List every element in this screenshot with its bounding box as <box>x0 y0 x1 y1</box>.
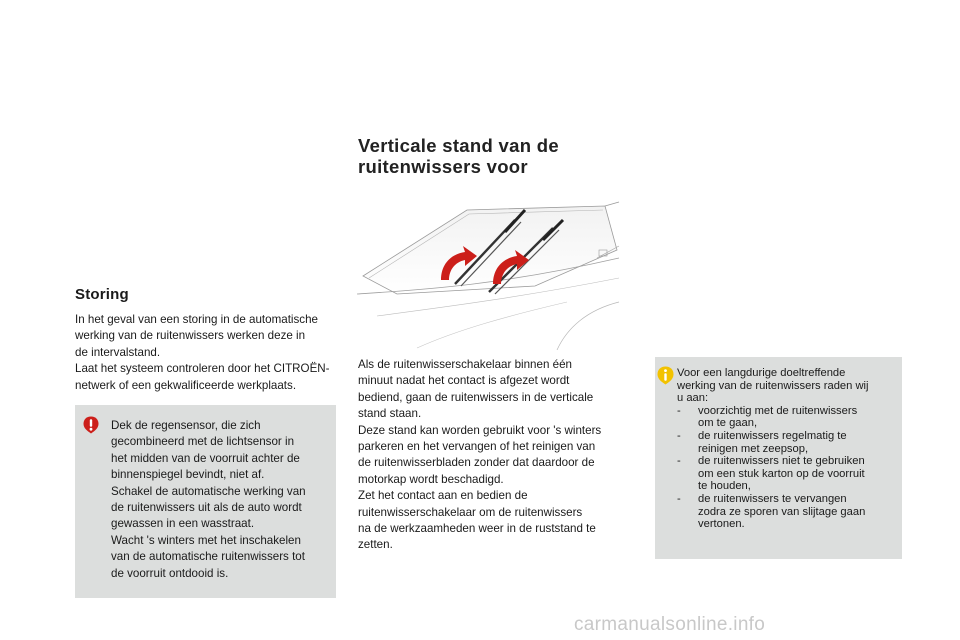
storing-body: In het geval van een storing in de automatische werking van de ruitenwissers werken deze in de intervalstand. Laat het systeem controleren door het CITROËN- netwerk of een gekwalificeerde werkplaats. <box>75 313 330 392</box>
info-item: - de ruitenwissers te vervangen zodra ze sporen van slijtage gaan vertonen. <box>677 493 869 531</box>
info-icon <box>657 366 674 390</box>
exclamation-icon <box>83 416 99 439</box>
warning-text: Dek de regensensor, die zich gecombineerd met de lichtsensor in het midden van de voorruit achter de binnenspiegel bevindt, niet af. Schakel de automatische werking van de ruitenwissers uit als de auto wordt gewassen in een wasstraat. Wacht 's winters met het inschakelen van de automatische ruitenwissers tot de voorruit ontdooid is. <box>111 419 306 580</box>
info-item: - de ruitenwissers niet te gebruiken om een stuk karton op de voorruit te houden, <box>677 455 869 493</box>
vertical-body: Als de ruitenwisserschakelaar binnen één minuut nadat het contact is afgezet wordt bediend, gaan de ruitenwissers in de verticale stand staan. Deze stand kan worden gebruikt voor 's winters parkeren en het vervangen of het reinigen van de ruitenwisserbladen zonder dat daardoor de motorkap wordt beschadigd. Zet het contact aan en bedien de ruitenwisserschakelaar om de ruitenwissers na de werkzaamheden weer in de ruststand te zetten. <box>358 358 602 552</box>
wiper-illustration <box>357 198 621 355</box>
section-title: Verticale stand van de ruitenwissers voor <box>358 135 559 177</box>
storing-heading: Storing <box>75 286 129 303</box>
info-list <box>677 405 869 531</box>
info-item: - voorzichtig met de ruitenwissers om te gaan, <box>677 405 869 430</box>
info-text <box>677 367 869 531</box>
watermark: carmanualsonline.info <box>574 614 766 635</box>
info-item: - de ruitenwissers regelmatig te reinigen met zeepsop, <box>677 430 869 455</box>
info-lead: Voor een langdurige doeltreffende werking van de ruitenwissers raden wij u aan: <box>677 367 869 405</box>
